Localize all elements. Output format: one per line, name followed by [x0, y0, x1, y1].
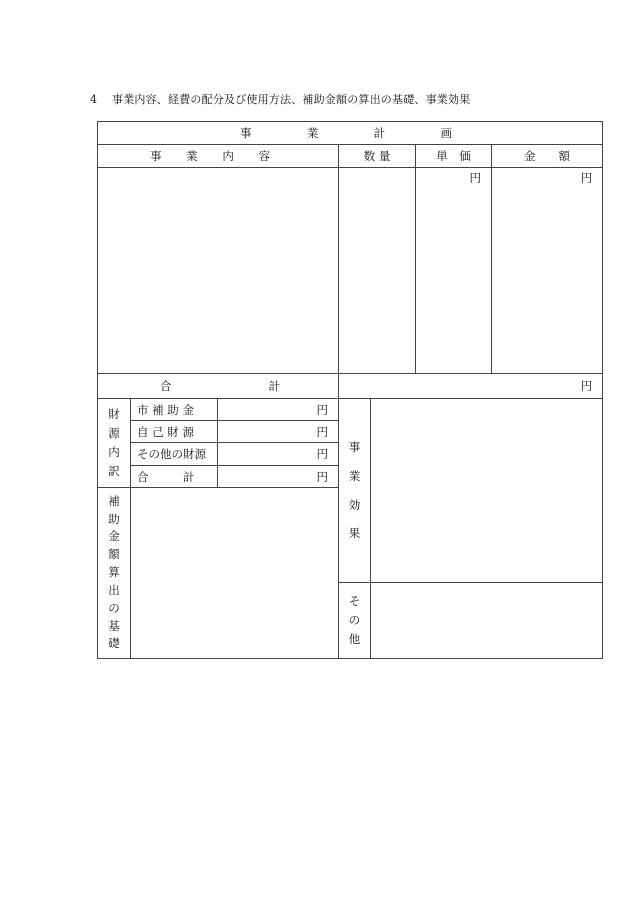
section-title: 事業内容、経費の配分及び使用方法、補助金額の算出の基礎、事業効果	[112, 93, 471, 106]
label-char: 基	[108, 618, 120, 633]
funding-row-label: 自 己 財 源	[131, 421, 218, 443]
label-char: 果	[348, 526, 361, 541]
other-entry-cell[interactable]	[371, 583, 603, 659]
label-char: 金	[108, 529, 120, 544]
amount-column-header: 金 額	[492, 145, 603, 168]
yen-unit: 円	[316, 447, 328, 461]
label-char: の	[348, 613, 361, 628]
section-heading	[90, 91, 470, 107]
funding-row-label: その他の財源	[131, 443, 218, 466]
total-label-char: 計	[268, 379, 280, 393]
plan-header-char: 業	[306, 126, 319, 140]
quantity-column-header: 数 量	[339, 145, 416, 168]
label-char: 算	[108, 565, 120, 580]
section-number: 4	[90, 93, 98, 106]
content-entry-cell[interactable]	[98, 168, 339, 374]
label-char: 礎	[108, 636, 120, 651]
other-label	[339, 583, 371, 659]
total-label-char: 合	[160, 379, 172, 393]
total-label-cell	[98, 374, 339, 399]
yen-unit: 円	[316, 469, 328, 484]
yen-unit: 円	[580, 379, 593, 393]
funding-row-amount[interactable]	[218, 466, 339, 488]
label-char: 源	[108, 426, 120, 441]
funding-row-amount[interactable]	[218, 443, 339, 466]
total-amount-cell[interactable]	[339, 374, 603, 399]
plan-header	[98, 122, 603, 145]
quantity-entry-cell[interactable]	[339, 168, 416, 374]
label-char: 業	[348, 468, 361, 483]
effect-label	[339, 399, 371, 583]
effect-entry-cell[interactable]	[371, 399, 603, 583]
funding-row-amount[interactable]	[218, 399, 339, 421]
label-char: 効	[348, 497, 361, 512]
label-char: 補	[108, 493, 120, 508]
funding-row-label: 合 計	[131, 466, 218, 488]
subsidy-basis-entry-cell[interactable]	[131, 488, 339, 659]
unit-price-entry-cell[interactable]	[416, 168, 492, 374]
plan-header-char: 事	[240, 126, 252, 140]
content-header-char: 事	[150, 149, 162, 163]
content-header-char: 内	[222, 149, 234, 163]
funding-row-label: 市 補 助 金	[131, 399, 218, 421]
label-char: 額	[108, 547, 120, 562]
label-char: 訳	[108, 463, 120, 478]
plan-header-char: 画	[440, 126, 452, 140]
amount-entry-cell[interactable]	[492, 168, 603, 374]
label-char: 助	[108, 511, 120, 526]
plan-header-char: 計	[373, 126, 386, 140]
content-header-char: 容	[258, 149, 270, 163]
label-char: 財	[108, 407, 120, 422]
label-char: 出	[108, 582, 120, 597]
funding-breakdown-label	[98, 399, 131, 488]
content-header-char: 業	[186, 149, 198, 163]
business-plan-form	[97, 121, 603, 659]
yen-unit: 円	[316, 402, 328, 417]
unit-price-column-header: 単 価	[416, 145, 492, 168]
subsidy-basis-label	[98, 488, 131, 659]
yen-unit: 円	[580, 171, 593, 185]
label-char: の	[108, 600, 120, 615]
yen-unit: 円	[469, 171, 481, 185]
funding-row-amount[interactable]	[218, 421, 339, 443]
label-char: 他	[348, 631, 361, 646]
content-column-header	[98, 145, 339, 168]
label-char: 事	[348, 439, 361, 454]
yen-unit: 円	[316, 424, 328, 439]
label-char: 内	[108, 445, 120, 459]
label-char: そ	[348, 594, 361, 609]
